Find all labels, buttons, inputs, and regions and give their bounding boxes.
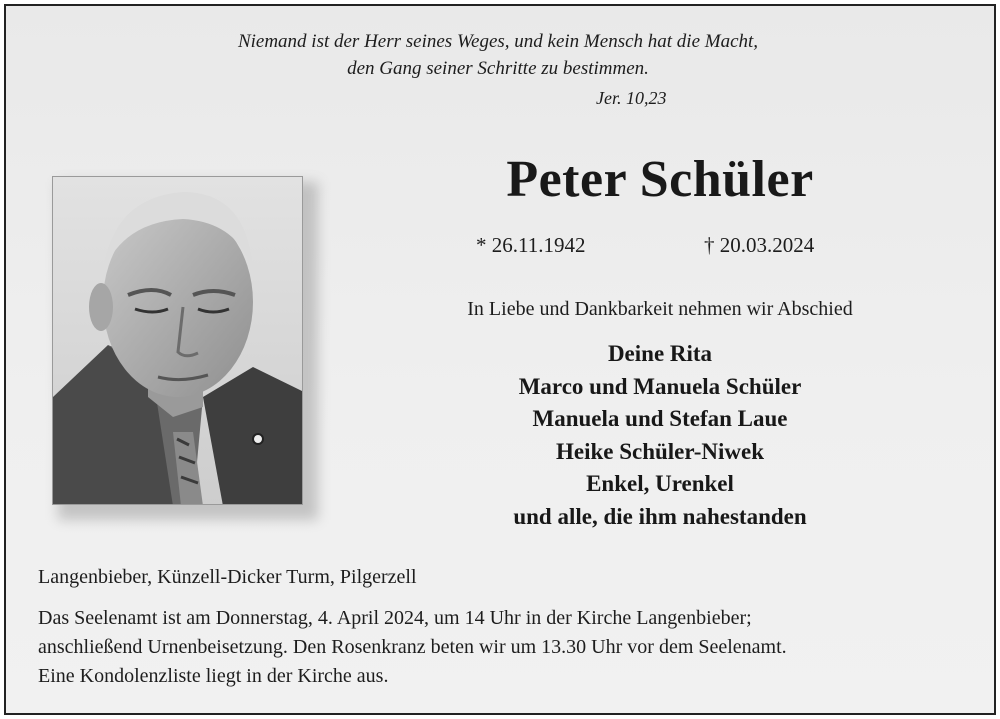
- quote-line-1: Niemand ist der Herr seines Weges, und kein Mensch hat die Macht,: [237, 31, 759, 52]
- bible-quote: [0, 28, 996, 82]
- portrait-illustration: [53, 177, 303, 505]
- deceased-name: Peter Schüler: [506, 151, 814, 208]
- service-line: Das Seelenamt ist am Donnerstag, 4. April 2024, um 14 Uhr in der Kirche Langenbieber;: [38, 607, 752, 629]
- mourner: Deine Rita: [607, 341, 713, 366]
- mourner: Enkel, Urenkel: [586, 471, 734, 497]
- places-line: Langenbieber, Künzell-Dicker Turm, Pilgerzell: [38, 566, 417, 588]
- mourner: und alle, die ihm nahestanden: [513, 503, 807, 529]
- quote-reference: Jer. 10,23: [596, 88, 667, 108]
- farewell-text: In Liebe und Dankbarkeit nehmen wir Abschied: [467, 298, 853, 320]
- service-line: Eine Kondolenzliste liegt in der Kirche aus.: [38, 665, 389, 687]
- mourner: Manuela und Stefan Laue: [532, 406, 788, 432]
- quote-line-2: den Gang seiner Schritte zu bestimmen.: [347, 58, 649, 79]
- mourner: Marco und Manuela Schüler: [518, 373, 802, 399]
- mourner: Heike Schüler-Niwek: [555, 438, 765, 464]
- death-date: † 20.03.2024: [704, 233, 815, 257]
- service-line: anschließend Urnenbeisetzung. Den Rosenkranz beten wir um 13.30 Uhr vor dem Seelenamt.: [38, 636, 787, 658]
- service-info: [38, 604, 978, 691]
- portrait-photo: [52, 176, 303, 505]
- mourners-list: [410, 338, 910, 534]
- birth-date: * 26.11.1942: [476, 233, 586, 257]
